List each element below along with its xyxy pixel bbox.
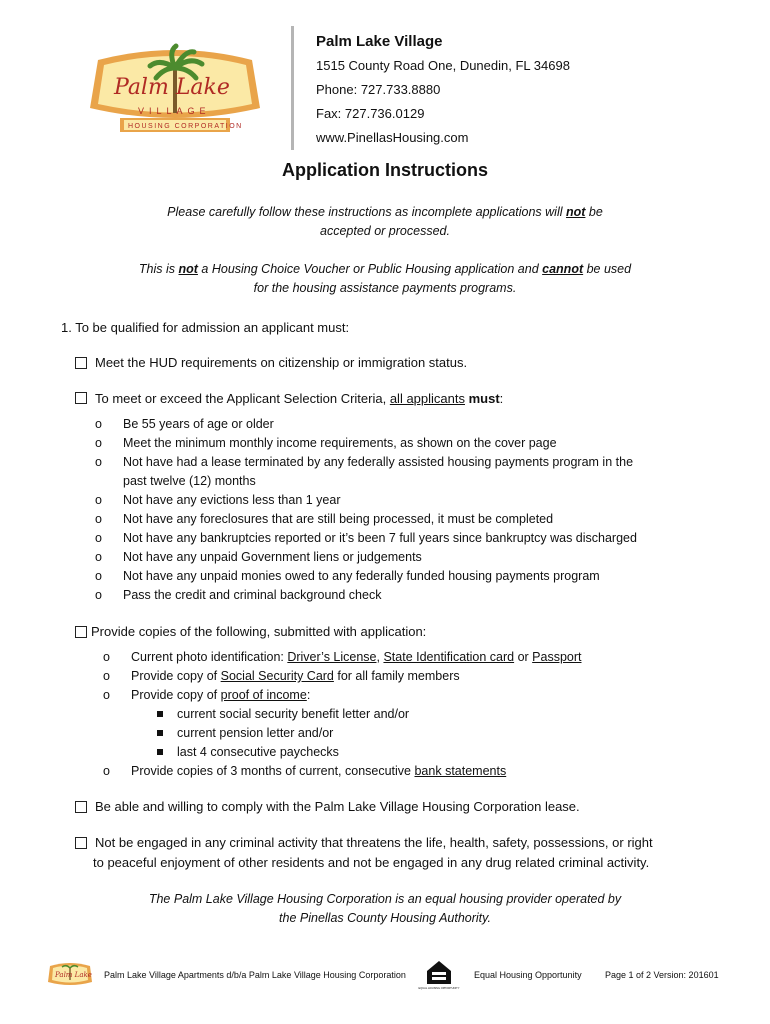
income-list: [155, 705, 555, 762]
phone: Phone: 727.733.8880: [316, 82, 441, 97]
website: www.PinellasHousing.com: [316, 130, 469, 145]
footer-middle: Equal Housing Opportunity: [474, 970, 582, 980]
logo-text-main: Palm Lake: [114, 75, 230, 100]
item-lease: Be able and willing to comply with the Palm Lake Village Housing Corporation lease.: [95, 799, 580, 814]
item-criminal-line-2: to peaceful enjoyment of other residents and not be engaged in any drug related criminal activity.: [93, 855, 650, 870]
bank-list: [103, 762, 723, 781]
list-item: o Be 55 years of age or older: [95, 417, 274, 431]
palm-lake-logo: [80, 38, 270, 138]
list-item: o Provide copy of proof of income:: [103, 688, 311, 702]
checkbox-copies[interactable]: [75, 626, 87, 638]
list-item: o Provide copies of 3 months of current, consecutive bank statements: [103, 764, 507, 778]
list-item: o Not have had a lease terminated by any federally assisted housing payments program in the past twelve (12) months: [95, 455, 634, 488]
header-divider: [291, 26, 294, 150]
section-1-heading: 1. To be qualified for admission an applicant must:: [61, 320, 350, 335]
logo-text-housing: HOUSING CORPORATION: [128, 123, 243, 130]
list-item: o Not have any bankruptcies reported or it’s been 7 full years since bankruptcy was discharged: [95, 531, 637, 545]
fax: Fax: 727.736.0129: [316, 106, 425, 121]
closing-statement: The Palm Lake Village Housing Corporation is an equal housing provider operated by the Pinellas County Housing Authority.: [148, 892, 622, 925]
svg-text:Palm Lake: Palm Lake: [55, 971, 92, 979]
criteria-list: [95, 415, 715, 605]
list-item: o Not have any foreclosures that are still being processed, it must be completed: [95, 512, 554, 526]
list-item: current pension letter and/or: [155, 724, 555, 743]
page-title: Application Instructions: [281, 160, 488, 180]
footer-page-number: Page 1 of 2 Version: 201601: [605, 970, 719, 980]
checkbox-criteria[interactable]: [75, 392, 87, 404]
org-name: Palm Lake Village: [316, 33, 443, 50]
item-hud: Meet the HUD requirements on citizenship or immigration status.: [95, 355, 468, 370]
logo-text-village: VILLAGE: [138, 106, 211, 116]
intro-paragraph-2: This is not a Housing Choice Voucher or Public Housing application and cannot be used for the housing assistance payments programs.: [138, 262, 632, 295]
list-item: o Meet the minimum monthly income requirements, as shown on the cover page: [95, 436, 557, 450]
list-item: o Not have any unpaid monies owed to any federally funded housing payments program: [95, 569, 600, 583]
checkbox-hud[interactable]: [75, 357, 87, 369]
footer-logo: [46, 960, 94, 990]
checkbox-lease[interactable]: [75, 801, 87, 813]
list-item: o Provide copy of Social Security Card for all family members: [103, 669, 460, 683]
list-item: o Not have any unpaid Government liens or judgements: [95, 550, 422, 564]
list-item: current social security benefit letter and/or: [155, 705, 555, 724]
address: 1515 County Road One, Dunedin, FL 34698: [316, 58, 570, 73]
item-criteria: To meet or exceed the Applicant Selection Criteria, all applicants must:: [95, 391, 504, 406]
list-item: o Pass the credit and criminal background check: [95, 588, 382, 602]
list-item: last 4 consecutive paychecks: [155, 743, 555, 762]
equal-housing-icon: [418, 958, 460, 992]
svg-text:EQUAL HOUSING OPPORTUNITY: EQUAL HOUSING OPPORTUNITY: [418, 987, 460, 990]
copies-list: [103, 648, 723, 705]
contact-block: [316, 30, 570, 150]
item-criminal-line-1: Not be engaged in any criminal activity that threatens the life, health, safety, possessions, or right: [95, 835, 653, 850]
list-item: o Current photo identification: Driver’s License, State Identification card or Passport: [103, 650, 582, 664]
item-copies: Provide copies of the following, submitted with application:: [91, 624, 427, 639]
footer-left: Palm Lake Village Apartments d/b/a Palm Lake Village Housing Corporation: [104, 970, 406, 980]
checkbox-criminal[interactable]: [75, 837, 87, 849]
intro-paragraph-1: Please carefully follow these instructions as incomplete applications will not be accepted or processed.: [167, 205, 603, 238]
list-item: o Not have any evictions less than 1 year: [95, 493, 341, 507]
